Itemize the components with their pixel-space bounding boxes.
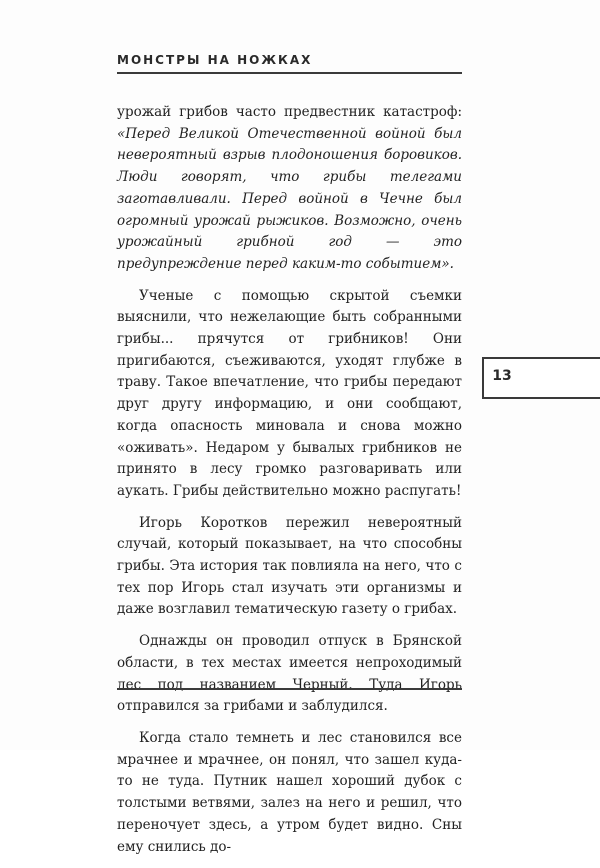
paragraph-3: Игорь Коротков пережил невероятный случай, который показывает, на что способны грибы. Эта история так повлияла на него, что с тех пор Игорь стал изучать эти организмы и даже возглавил тематическую газету о грибах. xyxy=(117,514,462,618)
paragraph-1-lead: урожай грибов часто предвестник катастроф: xyxy=(117,104,462,120)
paragraph-2: Ученые с помощью скрытой съемки выяснили, что нежелающие быть собранными грибы... прячутся от грибников! Они пригибаются, съеживаются, уходят глубже в траву. Такое впечатление, что грибы передают друг другу информацию, и они сообщают, когда опасность миновала и снова можно «оживать». Недаром у бывалых грибников не принято в лесу громко разговаривать или аукать. Грибы действительно можно распугать! xyxy=(117,287,462,499)
paragraph-1-quote: «Перед Великой Отечественной войной был невероятный взрыв плодоношения боровиков. Люди говорят, что грибы телегами заготавливали. Перед войной в Чечне был огромный урожай рыжиков. Возможно, очень урожайный грибной год — это предупреждение перед каким-то событием». xyxy=(117,125,462,272)
body-text xyxy=(117,102,462,868)
page-number: 13 xyxy=(492,368,512,384)
paragraph-5: Когда стало темнеть и лес становился все мрачнее и мрачнее, он понял, что зашел куда-то не туда. Путник нашел хороший дубок с толстыми ветвями, залез на него и решил, что переночует здесь, а утром будет видно. Сны ему снились до- xyxy=(117,729,462,855)
paragraph-4: Однажды он проводил отпуск в Брянской области, в тех местах имеется непроходимый лес под названием Черный. Туда Игорь отправился за грибами и заблудился. xyxy=(117,633,462,715)
footer-rule xyxy=(117,688,462,690)
header-rule xyxy=(117,72,462,74)
page-number-tab xyxy=(482,357,600,399)
running-header: МОНСТРЫ НА НОЖКАХ xyxy=(117,53,313,67)
paragraph-1 xyxy=(117,102,462,276)
